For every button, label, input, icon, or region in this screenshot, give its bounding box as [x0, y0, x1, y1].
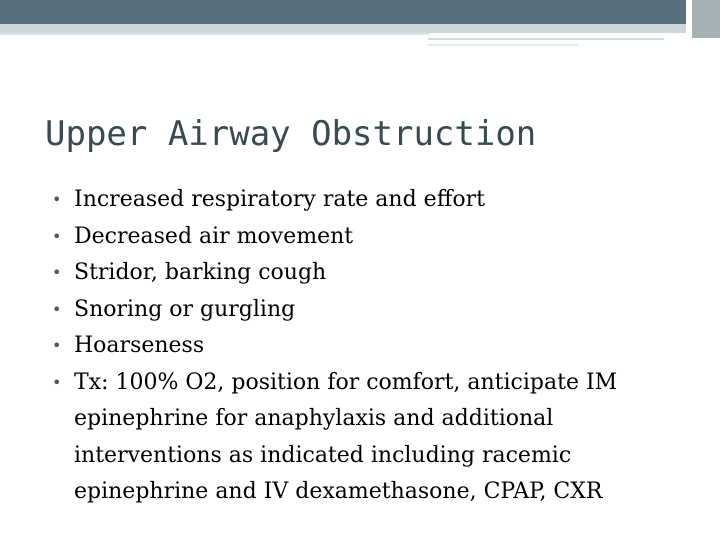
bullet-dot-icon: • [52, 299, 62, 319]
bullet-text: Stridor, barking cough [74, 260, 327, 285]
bullet-item [50, 182, 700, 219]
bullet-list [50, 182, 700, 511]
bullet-dot-icon: • [52, 263, 62, 282]
bullet-text: Increased respiratory rate and effort [74, 187, 485, 212]
header-band [0, 0, 686, 24]
bullet-item [50, 292, 700, 329]
bullet-text: Decreased air movement [74, 223, 354, 249]
header-rule-1 [0, 33, 430, 35]
bullet-item [50, 365, 700, 511]
header-rule-3 [428, 44, 578, 46]
bullet-text: Hoarseness [74, 333, 205, 358]
header-subband [0, 24, 686, 33]
bullet-text: Snoring or gurgling [74, 296, 296, 322]
bullet-item [50, 255, 700, 292]
bullet-item [50, 328, 700, 365]
bullet-dot-icon: • [52, 372, 62, 392]
bullet-dot-icon: • [52, 336, 62, 355]
bullet-item [50, 219, 700, 256]
bullet-text: Tx: 100% O2, position for comfort, anticipate IM epinephrine for anaphylaxis and additional interventions as indicated including racemic epinephrine and IV dexamethasone, CPAP, CXR [74, 369, 618, 504]
slide-title: Upper Airway Obstruction [45, 114, 537, 154]
header-rule-2 [428, 38, 664, 40]
header-band-right-block [692, 0, 720, 38]
bullet-dot-icon: • [52, 226, 62, 246]
bullet-dot-icon: • [52, 190, 62, 209]
